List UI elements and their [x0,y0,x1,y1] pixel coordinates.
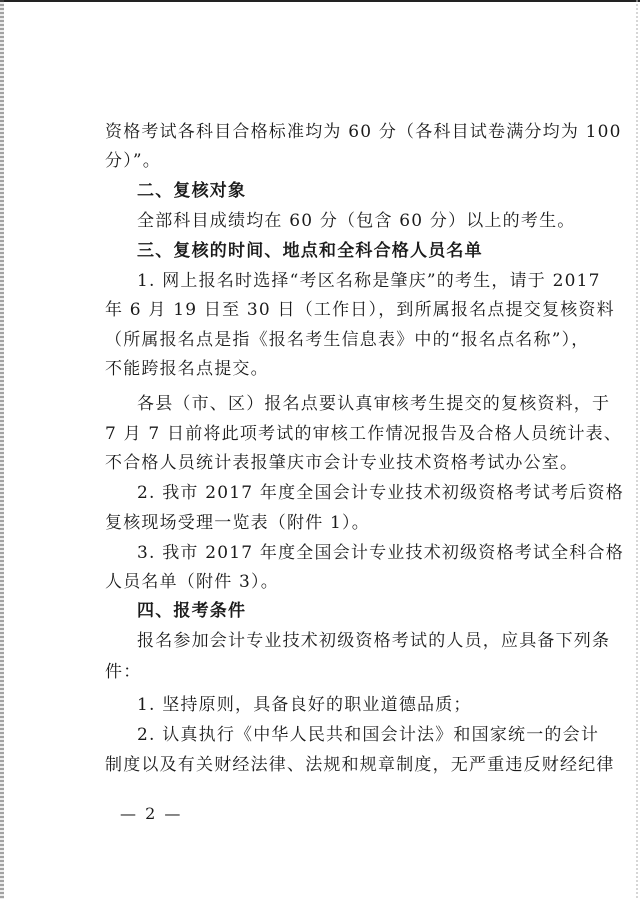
text-line: （所属报名点是指《报名考生信息表》中的“报名点名称”）， [105,330,590,350]
text-line: 复核现场受理一览表（附件 1）。 [105,513,370,533]
text-line: 制度以及有关财经法律、法规和规章制度，无严重违反财经纪律 [105,755,615,775]
scan-right-edge [636,0,638,899]
text-line: 分）”。 [105,151,161,171]
text-line: 不合格人员统计表报肇庆市会计专业技术资格考试办公室。 [105,453,579,473]
text-line: 资格考试各科目合格标准均为 60 分（各科目试卷满分均为 100 [105,122,622,142]
text-line: 7 月 7 日前将此项考试的审核工作情况报告及合格人员统计表、 [105,424,623,444]
section-heading-3: 三、复核的时间、地点和全科合格人员名单 [137,241,483,261]
text-line: 3. 我市 2017 年度全国会计专业技术初级资格考试全科合格 [137,543,624,563]
section-heading-4: 四、报考条件 [137,601,247,621]
text-line: 件： [105,662,142,682]
text-line: 2. 我市 2017 年度全国会计专业技术初级资格考试考后资格 [137,483,624,503]
text-line: 2. 认真执行《中华人民共和国会计法》和国家统一的会计 [137,725,600,745]
text-line: 全部科目成绩均在 60 分（包含 60 分）以上的考生。 [137,211,576,231]
scan-top-border [0,0,640,2]
text-line: 人员名单（附件 3）。 [105,572,279,592]
text-line: 1. 坚持原则，具备良好的职业道德品质； [137,695,472,715]
text-line: 1. 网上报名时选择“考区名称是肇庆”的考生，请于 2017 [137,271,601,291]
page-number: — 2 — [120,804,183,823]
text-line: 各县（市、区）报名点要认真审核考生提交的复核资料，于 [137,394,611,414]
scan-left-edge [0,0,4,899]
text-line: 报名参加会计专业技术初级资格考试的人员，应具备下列条 [137,631,611,651]
section-heading-2: 二、复核对象 [137,181,247,201]
text-line: 不能跨报名点提交。 [105,359,269,379]
text-line: 年 6 月 19 日至 30 日（工作日），到所属报名点提交复核资料 [105,300,615,320]
